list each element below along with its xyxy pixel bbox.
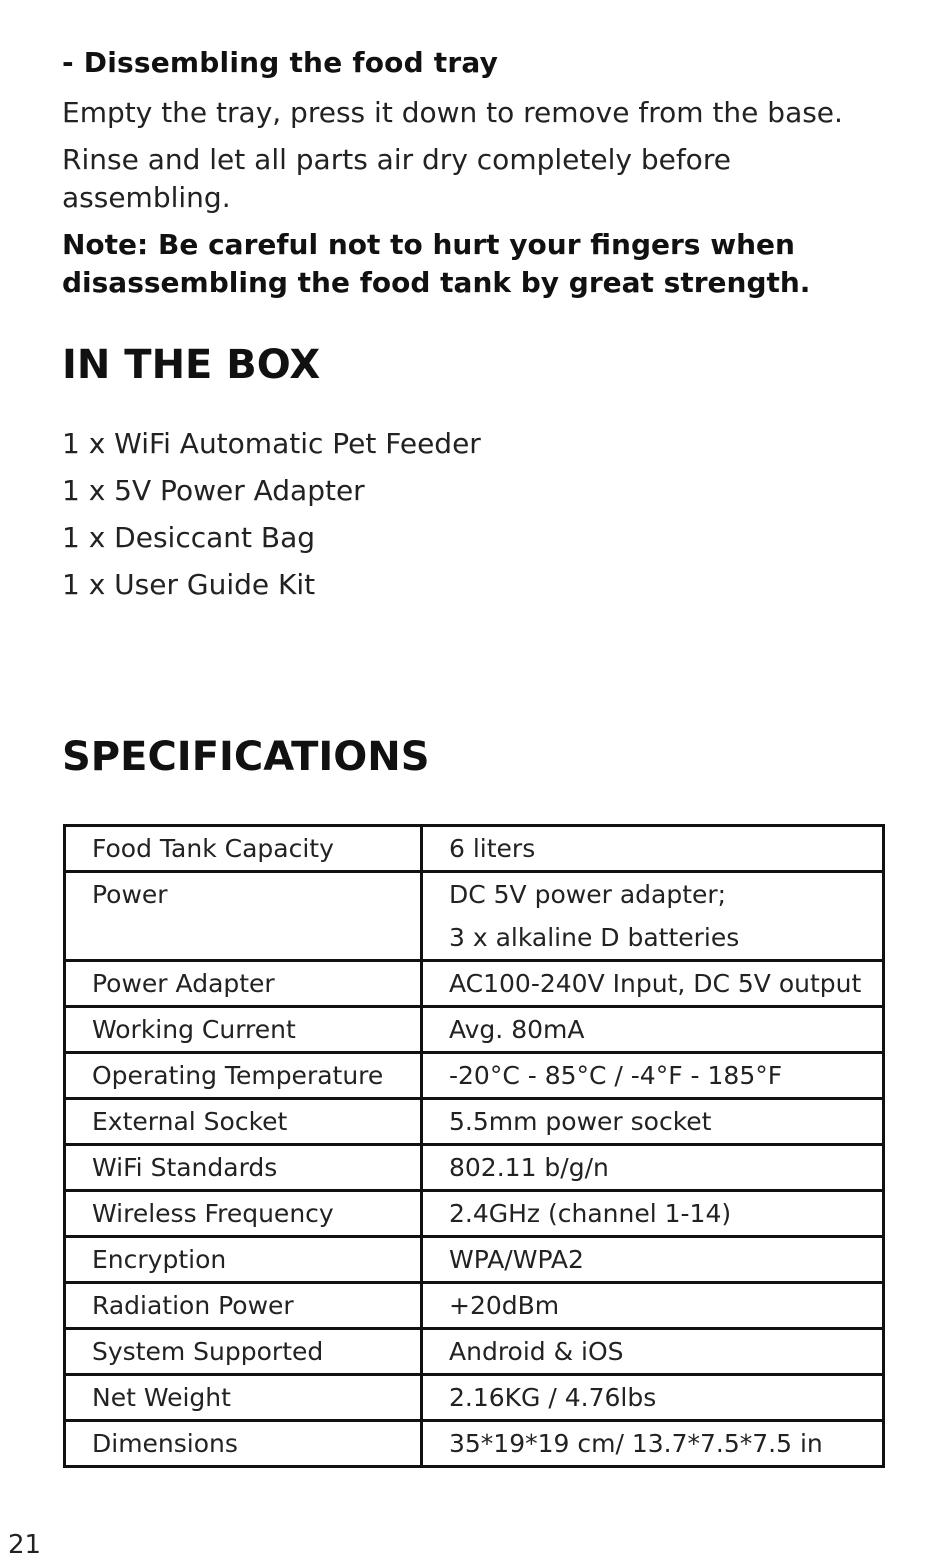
spec-label: Power Adapter: [65, 961, 422, 1007]
spec-value: [422, 1145, 884, 1191]
spec-label: Radiation Power: [65, 1283, 422, 1329]
spec-value: [422, 1329, 884, 1375]
spec-label: Working Current: [65, 1007, 422, 1053]
spec-label: WiFi Standards: [65, 1145, 422, 1191]
spec-value-line: 802.11 b/g/n: [449, 1153, 609, 1182]
safety-note: Note: Be careful not to hurt your fingers when disassembling the food tank by great strength.: [62, 228, 811, 299]
table-row: [65, 1053, 884, 1099]
spec-value-line: DC 5V power adapter;: [449, 880, 727, 909]
spec-value-line: 2.4GHz (channel 1-14): [449, 1199, 732, 1228]
list-item: 1 x WiFi Automatic Pet Feeder: [62, 427, 481, 460]
page-number: 21: [8, 1530, 42, 1560]
spec-value-line: 5.5mm power socket: [449, 1107, 712, 1136]
spec-value-line: WPA/WPA2: [449, 1245, 584, 1274]
spec-label: Wireless Frequency: [65, 1191, 422, 1237]
table-row: [65, 1237, 884, 1283]
spec-value: [422, 872, 884, 961]
spec-label: Operating Temperature: [65, 1053, 422, 1099]
list-item: 1 x 5V Power Adapter: [62, 474, 365, 507]
table-row: [65, 1375, 884, 1421]
list-item: 1 x User Guide Kit: [62, 568, 316, 601]
table-row: [65, 1007, 884, 1053]
list-item: 1 x Desiccant Bag: [62, 521, 316, 554]
specifications-table: [63, 824, 885, 1468]
table-row: [65, 1191, 884, 1237]
spec-value-line: AC100-240V Input, DC 5V output: [449, 969, 862, 998]
spec-value: [422, 826, 884, 872]
spec-value: [422, 961, 884, 1007]
table-row: [65, 1421, 884, 1467]
spec-value: [422, 1375, 884, 1421]
spec-label: Encryption: [65, 1237, 422, 1283]
spec-value: [422, 1099, 884, 1145]
spec-value-line: 2.16KG / 4.76lbs: [449, 1383, 657, 1412]
table-row: [65, 961, 884, 1007]
specifications-title: SPECIFICATIONS: [62, 734, 430, 780]
spec-value: [422, 1237, 884, 1283]
spec-value-line: Avg. 80mA: [449, 1015, 585, 1044]
table-row: [65, 1329, 884, 1375]
table-row: [65, 826, 884, 872]
tray-instruction-paragraph: Empty the tray, press it down to remove from the base.: [62, 96, 843, 129]
tray-disassembly-heading: - Dissembling the food tray: [62, 46, 499, 79]
spec-label: Net Weight: [65, 1375, 422, 1421]
spec-value-line: 3 x alkaline D batteries: [449, 923, 740, 952]
table-row: [65, 1099, 884, 1145]
spec-value-line: 35*19*19 cm/ 13.7*7.5*7.5 in: [449, 1429, 823, 1458]
spec-value: [422, 1053, 884, 1099]
spec-label: Food Tank Capacity: [65, 826, 422, 872]
table-row: [65, 872, 884, 961]
spec-label: External Socket: [65, 1099, 422, 1145]
spec-value-line: 6 liters: [449, 834, 536, 863]
spec-label: Dimensions: [65, 1421, 422, 1467]
table-row: [65, 1145, 884, 1191]
spec-value: [422, 1421, 884, 1467]
rinse-instruction-paragraph: Rinse and let all parts air dry completely before assembling.: [62, 143, 731, 214]
spec-value: [422, 1007, 884, 1053]
spec-label: System Supported: [65, 1329, 422, 1375]
spec-value-line: Android & iOS: [449, 1337, 624, 1366]
table-row: [65, 1283, 884, 1329]
spec-value-line: +20dBm: [449, 1291, 560, 1320]
in-the-box-title: IN THE BOX: [62, 342, 321, 388]
spec-value: [422, 1283, 884, 1329]
spec-value-line: -20°C - 85°C / -4°F - 185°F: [449, 1061, 783, 1090]
spec-value: [422, 1191, 884, 1237]
in-the-box-list: [62, 420, 481, 608]
spec-label: Power: [65, 872, 422, 961]
